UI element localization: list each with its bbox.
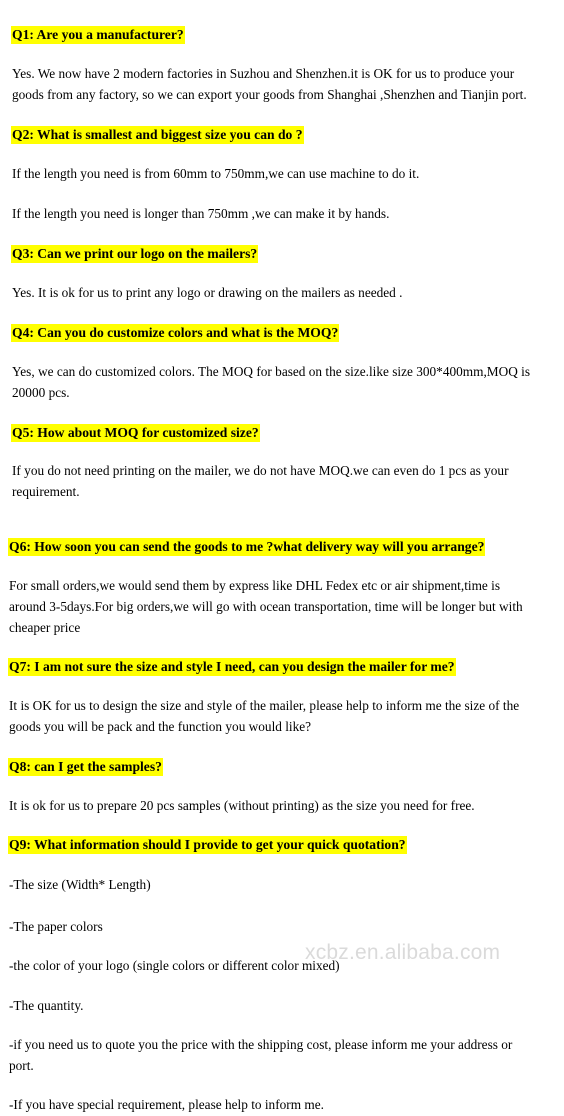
faq-question-1: Q1: Are you a manufacturer? (12, 27, 184, 42)
faq-answer-9-line-4: -The quantity. (9, 998, 84, 1013)
faq-answer-9-line-7: -If you have special requirement, please help to inform me. (9, 1097, 324, 1112)
faq-answer-7-line-2: goods you will be pack and the function you would like? (9, 719, 312, 734)
faq-question-8: Q8: can I get the samples? (9, 759, 162, 774)
faq-question-7: Q7: I am not sure the size and style I need, can you design the mailer for me? (9, 659, 455, 674)
faq-question-5: Q5: How about MOQ for customized size? (12, 425, 259, 440)
faq-answer-1-line-2: goods from any factory, so we can export your goods from Shanghai ,Shenzhen and Tianjin port. (12, 87, 527, 102)
faq-question-3: Q3: Can we print our logo on the mailers? (12, 246, 258, 261)
faq-question-2: Q2: What is smallest and biggest size you can do ? (12, 127, 303, 142)
faq-answer-9-line-1: -The size (Width* Length) (9, 877, 151, 892)
faq-answer-9-line-6: port. (9, 1058, 34, 1073)
faq-answer-3-line-1: Yes. It is ok for us to print any logo or drawing on the mailers as needed . (12, 285, 403, 300)
watermark: xcbz.en.alibaba.com (305, 941, 501, 964)
faq-answer-6-line-3: cheaper price (9, 620, 81, 635)
faq-answer-2-line-1: If the length you need is from 60mm to 750mm,we can use machine to do it. (12, 166, 420, 181)
faq-answer-9-line-5: -if you need us to quote you the price with the shipping cost, please inform me your address or (9, 1037, 513, 1052)
faq-answer-6-line-2: around 3-5days.For big orders,we will go with ocean transportation, time will be longer but with (9, 599, 523, 614)
faq-question-6: Q6: How soon you can send the goods to me ?what delivery way will you arrange? (9, 539, 485, 554)
faq-question-4: Q4: Can you do customize colors and what is the MOQ? (12, 325, 339, 340)
faq-answer-2-line-2: If the length you need is longer than 750mm ,we can make it by hands. (12, 206, 390, 221)
faq-question-9: Q9: What information should I provide to get your quick quotation? (9, 837, 406, 852)
faq-answer-4-line-2: 20000 pcs. (12, 385, 70, 400)
faq-answer-9-line-3: -the color of your logo (single colors or different color mixed) (9, 958, 340, 973)
faq-answer-1-line-1: Yes. We now have 2 modern factories in Suzhou and Shenzhen.it is OK for us to produce your (12, 66, 515, 81)
faq-answer-7-line-1: It is OK for us to design the size and style of the mailer, please help to inform me the size of the (9, 698, 520, 713)
faq-answer-4-line-1: Yes, we can do customized colors. The MOQ for based on the size.like size 300*400mm,MOQ is (12, 364, 531, 379)
faq-answer-9-line-2: -The paper colors (9, 919, 103, 934)
faq-answer-5-line-2: requirement. (12, 484, 80, 499)
faq-answer-6-line-1: For small orders,we would send them by express like DHL Fedex etc or air shipment,time is (9, 578, 501, 593)
faq-answer-8-line-1: It is ok for us to prepare 20 pcs samples (without printing) as the size you need for free. (9, 798, 475, 813)
faq-answer-5-line-1: If you do not need printing on the mailer, we do not have MOQ.we can even do 1 pcs as your (12, 463, 509, 478)
